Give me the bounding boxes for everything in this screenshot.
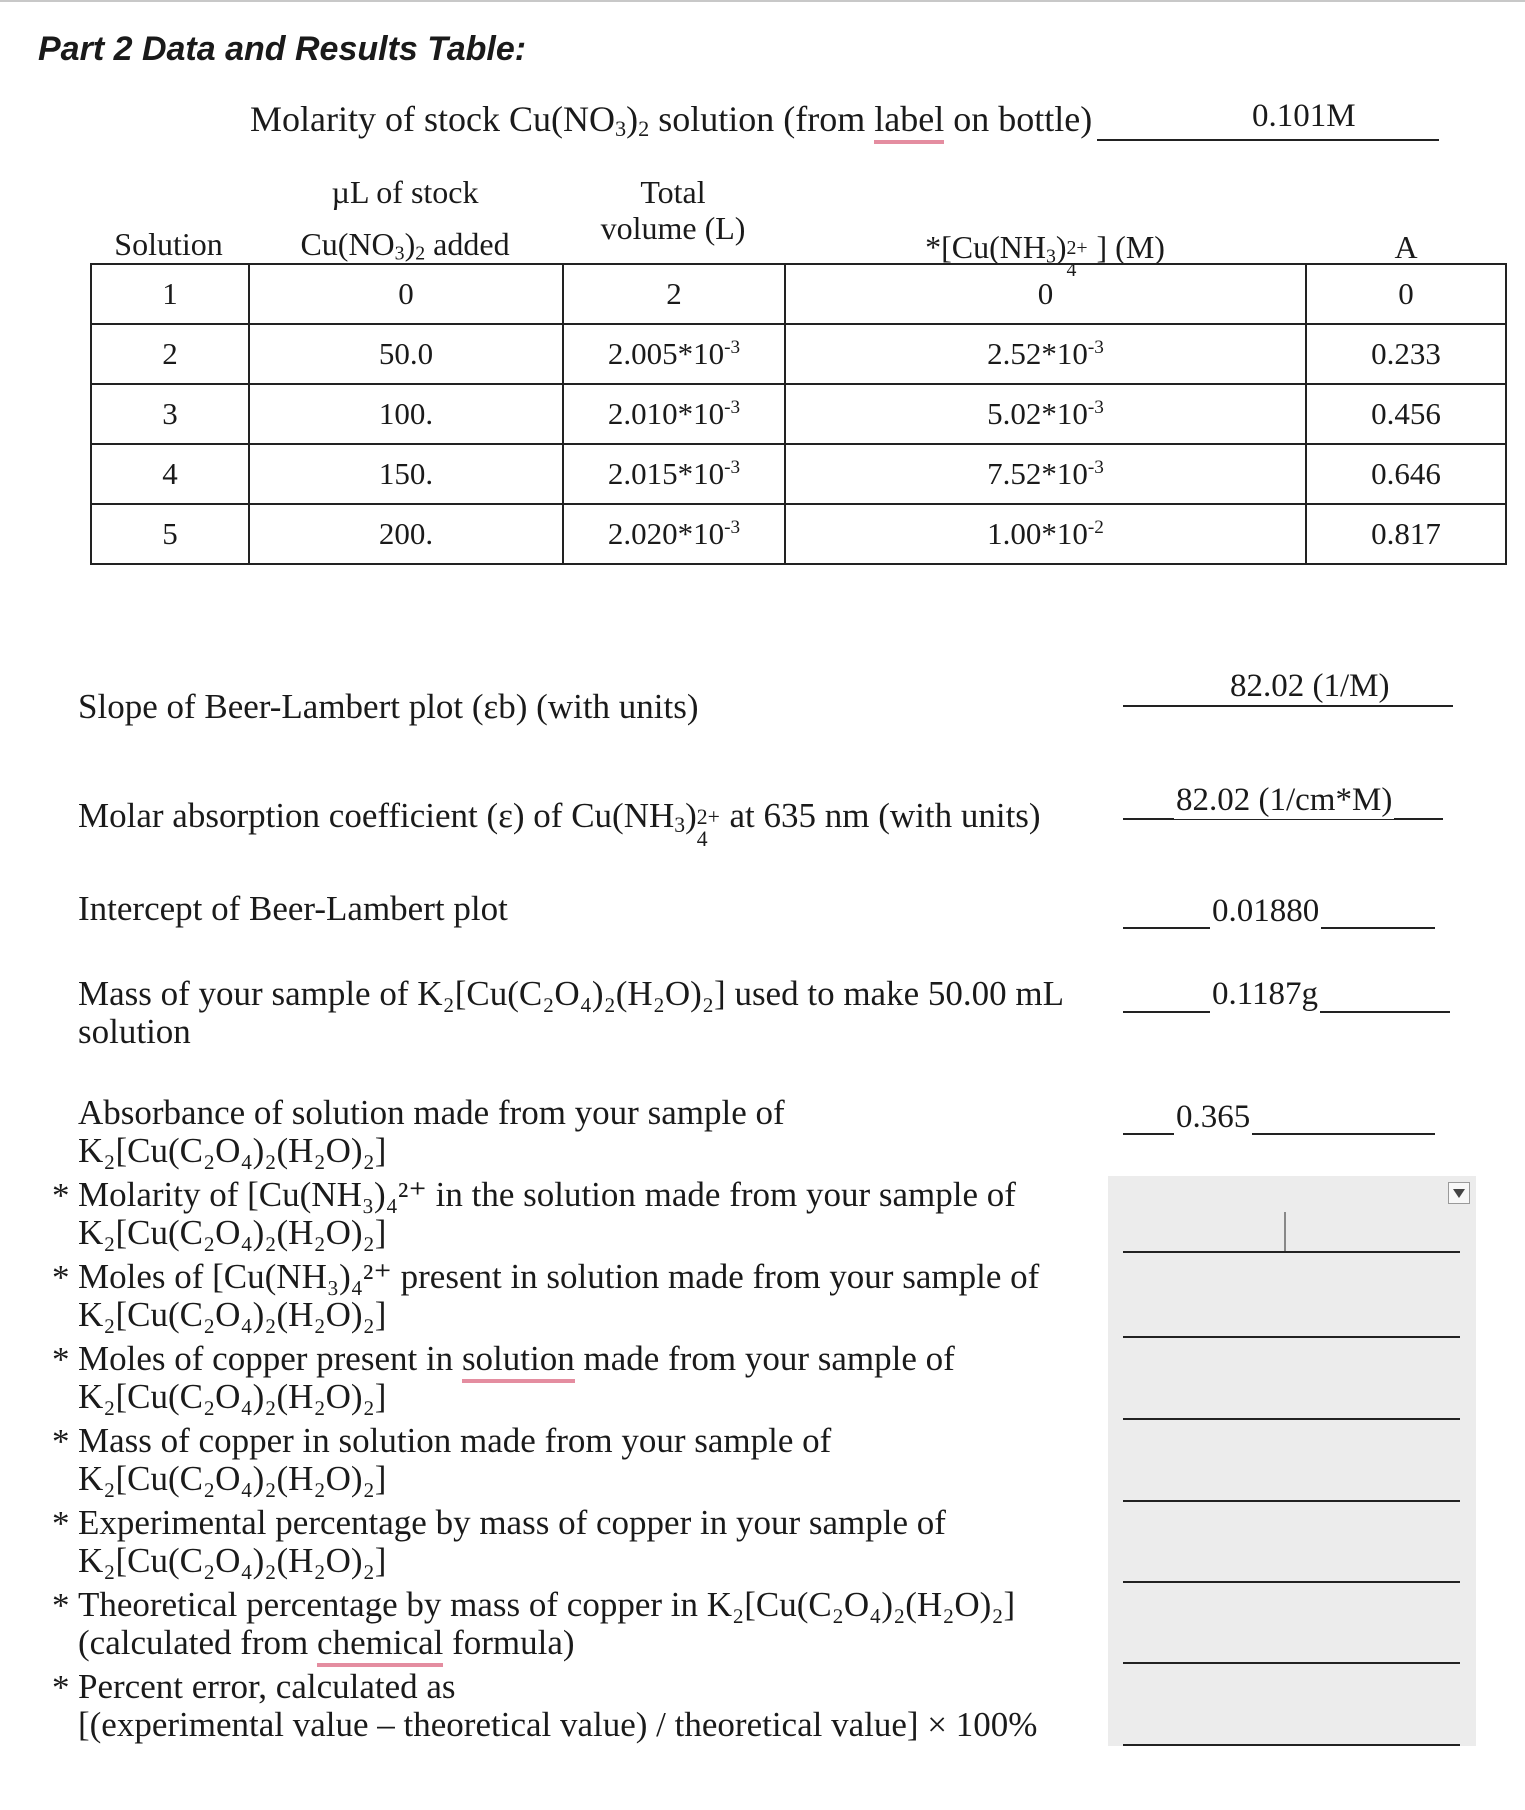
cell-volume[interactable]: $2.010*10^{-3}$: [563, 384, 785, 444]
cell-volume[interactable]: $2.015*10^{-3}$: [563, 444, 785, 504]
answer-blank[interactable]: [1123, 1744, 1460, 1746]
mass-value[interactable]: 0.1187g: [1212, 976, 1319, 1012]
answer-blank[interactable]: [1123, 1336, 1460, 1338]
answer-blank[interactable]: [1123, 1418, 1460, 1420]
cell-concentration[interactable]: $7.52*10^{-3}$: [785, 444, 1306, 504]
cell-ul[interactable]: 50.0: [249, 324, 563, 384]
cell-absorbance[interactable]: 0.233: [1306, 324, 1506, 384]
cell-ul[interactable]: 0: [249, 264, 563, 324]
cell-concentration[interactable]: 0: [785, 264, 1306, 324]
data-table: [90, 263, 1507, 565]
header-absorbance: A: [1394, 229, 1418, 265]
cell-absorbance[interactable]: 0.456: [1306, 384, 1506, 444]
stock-molarity-blank[interactable]: [1097, 139, 1439, 141]
answer-area[interactable]: [1108, 1176, 1476, 1746]
cell-absorbance[interactable]: 0.817: [1306, 504, 1506, 564]
cell-concentration[interactable]: $5.02*10^{-3}$: [785, 384, 1306, 444]
header-solution: Solution: [114, 226, 223, 262]
table-row: [91, 324, 1506, 384]
cell-solution[interactable]: 2: [91, 324, 249, 384]
spellcheck-word[interactable]: label: [874, 99, 944, 144]
spellcheck-word[interactable]: solution: [462, 1339, 575, 1383]
cell-solution[interactable]: 1: [91, 264, 249, 324]
intercept-value[interactable]: 0.01880: [1212, 893, 1320, 929]
answer-blank[interactable]: [1123, 1500, 1460, 1502]
cell-absorbance[interactable]: 0.646: [1306, 444, 1506, 504]
stock-molarity-label: Molarity of stock $Cu(NO_3)_2$ solution (from label on bottle): [250, 98, 1092, 140]
table-row: [91, 504, 1506, 564]
cell-ul[interactable]: 150.: [249, 444, 563, 504]
absorbance-label: Absorbance of solution made from your sample of K₂[Cu(C₂O₄)₂(H₂O)₂]: [78, 1093, 785, 1170]
cell-solution[interactable]: 5: [91, 504, 249, 564]
header-concentration: $*[Cu(NH_3)$ 4 2+ ] (M): [925, 229, 1165, 281]
absorbance-blank[interactable]: [1123, 1133, 1435, 1135]
mass-label: Mass of your sample of K₂[Cu(C₂O₄)₂(H₂O)₂] used to make 50.00 mL solution: [78, 974, 1064, 1051]
cell-ul[interactable]: 200.: [249, 504, 563, 564]
slope-label: Slope of Beer-Lambert plot (εb) (with units): [78, 687, 699, 726]
page-title: Part 2 Data and Results Table:: [38, 30, 527, 68]
spellcheck-word[interactable]: chemical: [317, 1623, 443, 1667]
stock-molarity-value[interactable]: 0.101M: [1252, 98, 1356, 134]
table-row: [91, 444, 1506, 504]
table-row: [91, 384, 1506, 444]
cell-volume[interactable]: $2.020*10^{-3}$: [563, 504, 785, 564]
text-cursor: [1284, 1212, 1286, 1252]
epsilon-label: Molar absorption coefficient (ε) of $Cu(NH_3)$ 4 2+ at 635 nm (with units): [78, 796, 1041, 851]
absorbance-value[interactable]: 0.365: [1176, 1099, 1251, 1135]
cell-solution[interactable]: 3: [91, 384, 249, 444]
header-total-volume: Total volume (L): [600, 174, 746, 246]
slope-blank[interactable]: [1123, 705, 1453, 707]
cell-solution[interactable]: 4: [91, 444, 249, 504]
table-row: [91, 264, 1506, 324]
cell-absorbance[interactable]: 0: [1306, 264, 1506, 324]
answer-blank[interactable]: [1123, 1251, 1460, 1253]
cell-concentration[interactable]: $2.52*10^{-3}$: [785, 324, 1306, 384]
answer-blank[interactable]: [1123, 1662, 1460, 1664]
intercept-label: Intercept of Beer-Lambert plot: [78, 889, 508, 928]
dropdown-arrow-icon[interactable]: [1448, 1182, 1470, 1204]
header-ul-stock: µL of stock $Cu(NO_3)_2$ added: [300, 174, 510, 265]
cell-ul[interactable]: 100.: [249, 384, 563, 444]
cell-volume[interactable]: $2.005*10^{-3}$: [563, 324, 785, 384]
slope-value[interactable]: 82.02 (1/M): [1230, 668, 1390, 704]
cell-volume[interactable]: 2: [563, 264, 785, 324]
answer-blank[interactable]: [1123, 1581, 1460, 1583]
epsilon-value[interactable]: 82.02 (1/cm*M): [1176, 782, 1393, 818]
cell-concentration[interactable]: $1.00*10^{-2}$: [785, 504, 1306, 564]
top-border: [0, 0, 1525, 2]
